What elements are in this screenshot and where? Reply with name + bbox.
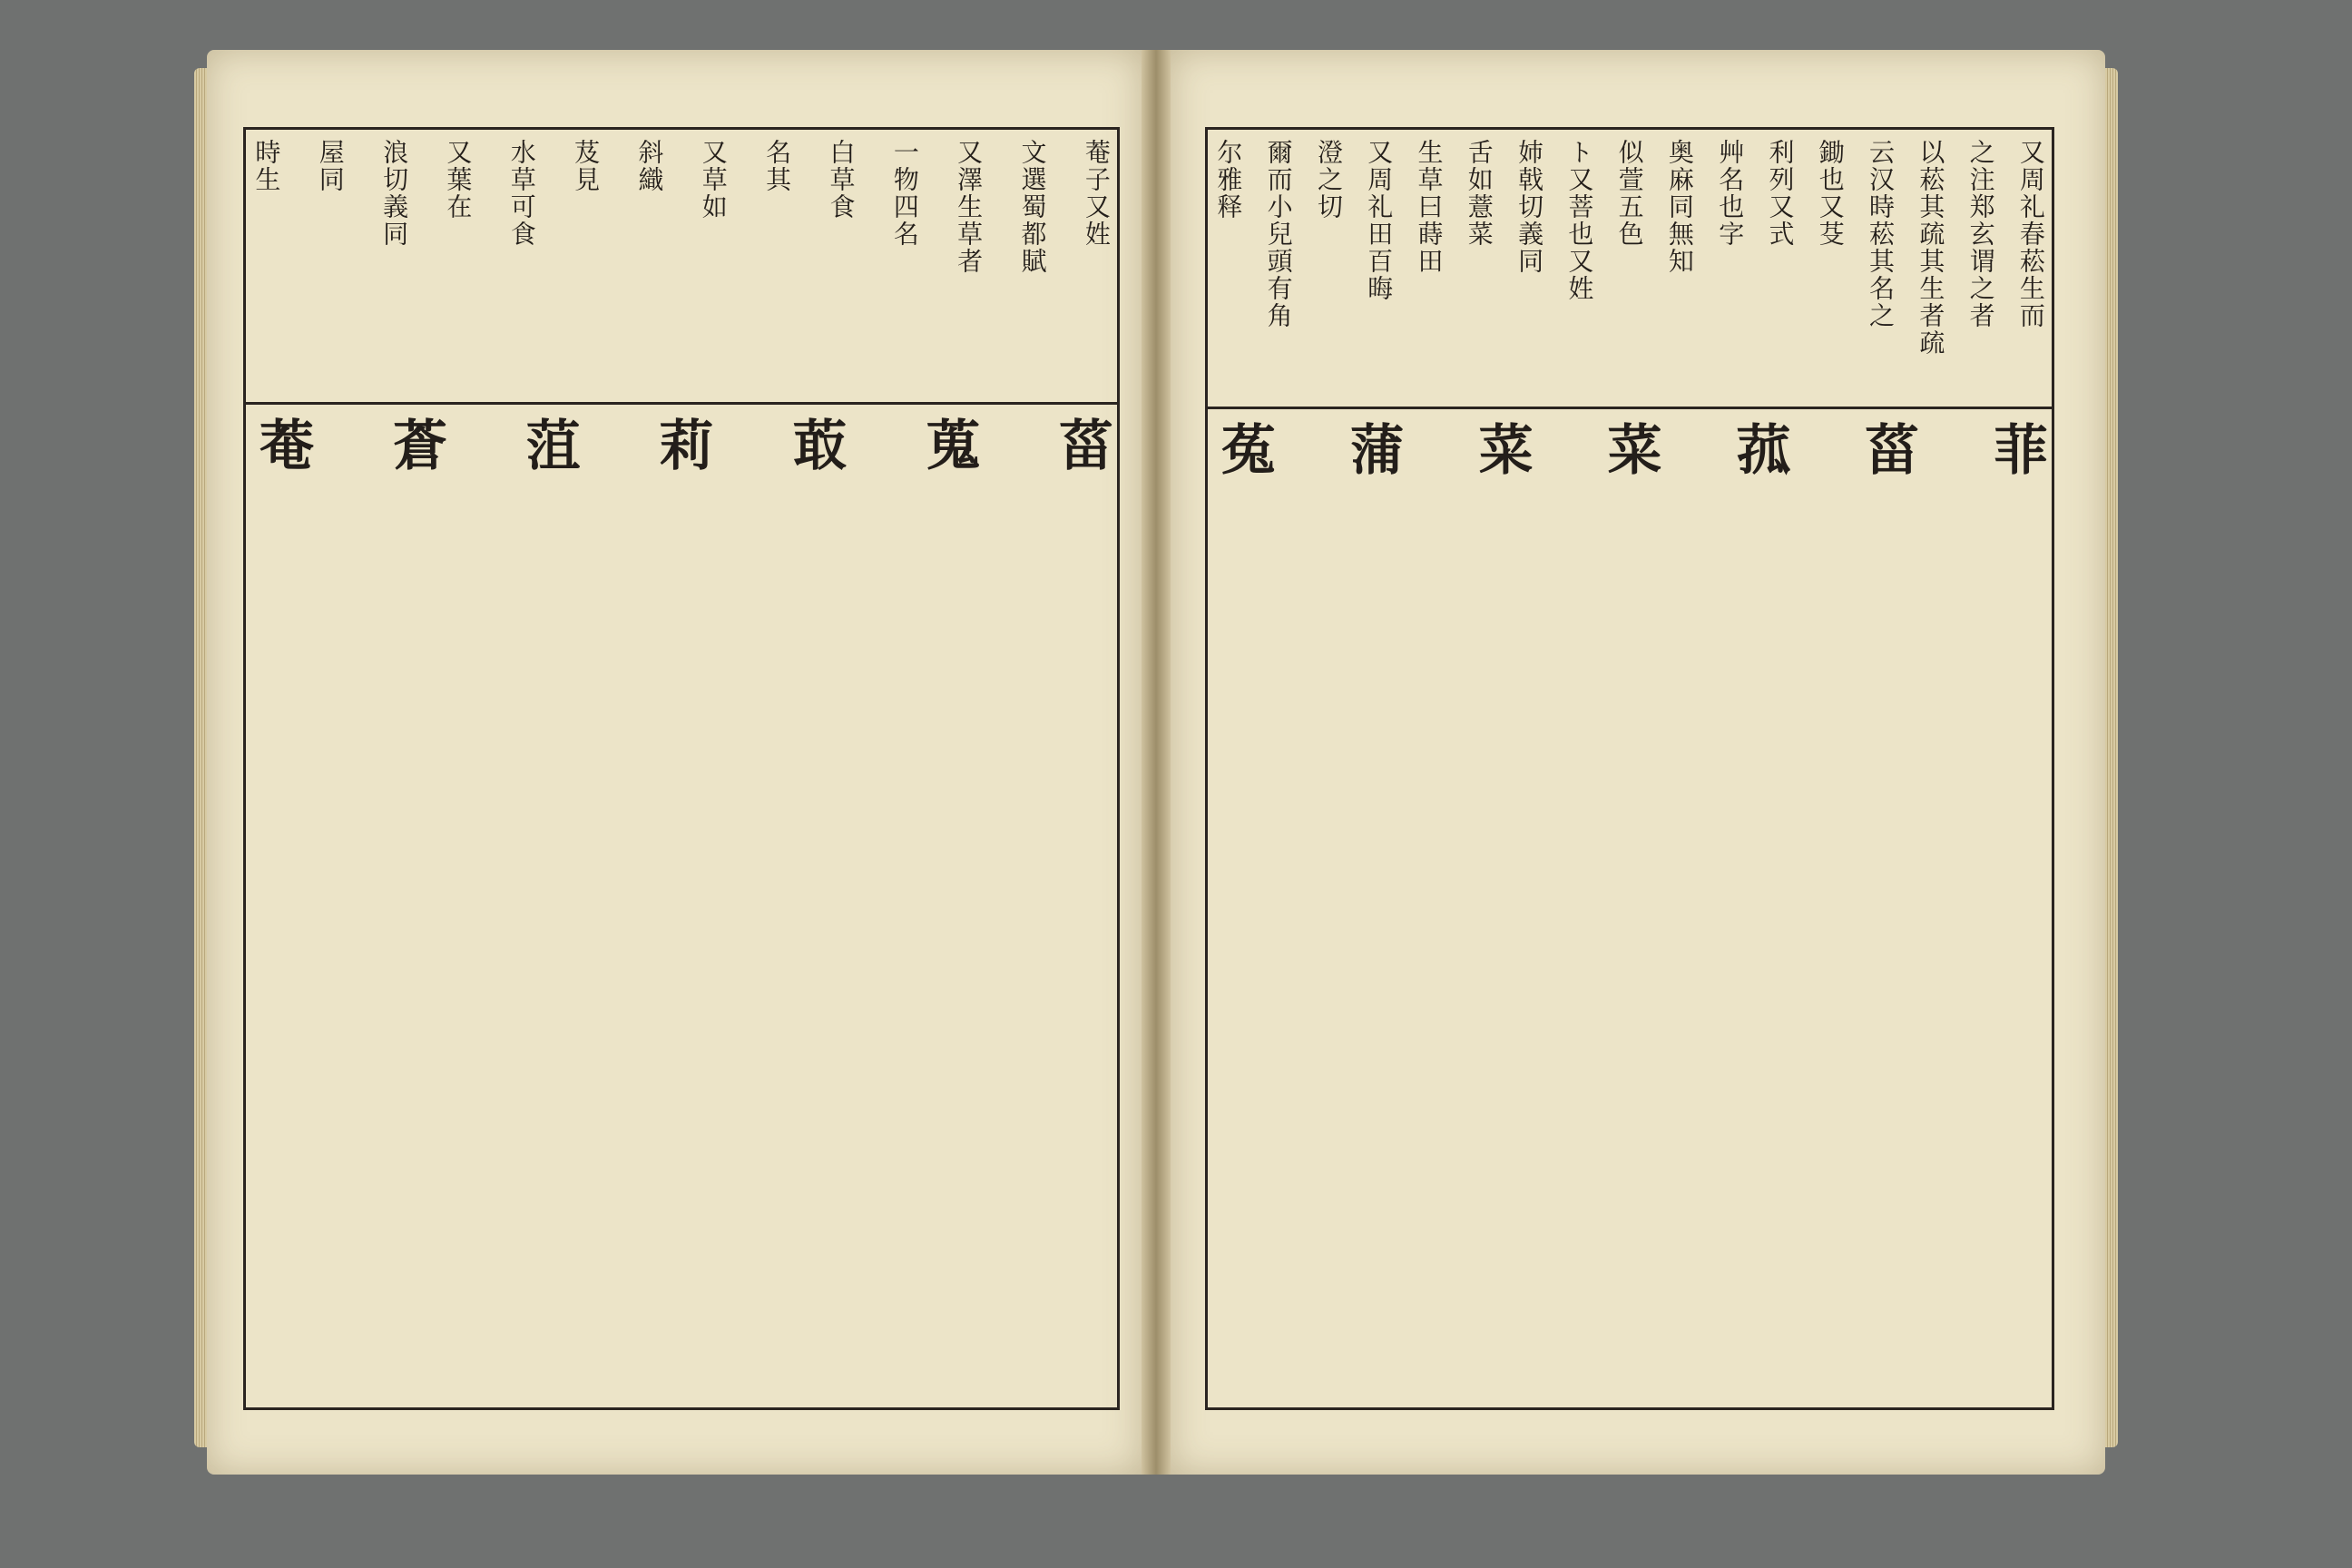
text-column: 水草可食 xyxy=(506,139,537,248)
text-column: 浪切義同 xyxy=(379,139,410,248)
headword: 蒼 xyxy=(383,416,447,473)
text-column: 又澤生草者 xyxy=(954,139,985,275)
headword: 蒐 xyxy=(916,416,981,473)
right-lower-text xyxy=(1208,412,2052,1407)
text-column: 一物四名 xyxy=(889,139,920,248)
left-page xyxy=(207,50,1142,1475)
right-divider xyxy=(1208,407,2052,409)
book-gutter xyxy=(1142,50,1171,1475)
right-page-frame xyxy=(1205,127,2054,1410)
text-column: 屋同 xyxy=(315,139,346,193)
text-column: 以菘其疏其生者疏 xyxy=(1916,139,1946,357)
text-column: 爾而小兒頭有角 xyxy=(1263,139,1294,329)
text-column: 又周礼田百晦 xyxy=(1364,139,1395,302)
text-column: 白草食 xyxy=(826,139,857,220)
text-column: 尔雅释 xyxy=(1213,139,1244,220)
headword: 蒲 xyxy=(1340,421,1405,477)
headword: 菜 xyxy=(1598,421,1662,477)
text-column: 斜織 xyxy=(634,139,665,193)
open-book xyxy=(207,50,2105,1475)
text-column: 時生 xyxy=(251,139,282,193)
text-column: 生草曰蒔田 xyxy=(1414,139,1445,275)
headword: 菆 xyxy=(783,416,848,473)
headword: 菹 xyxy=(516,416,581,473)
text-column: 名其 xyxy=(762,139,793,193)
text-column: 又葉在 xyxy=(443,139,474,220)
headword: 菲 xyxy=(1984,421,2048,477)
headword: 菴 xyxy=(250,416,314,473)
text-column: 利列又式 xyxy=(1765,139,1796,248)
headword: 菰 xyxy=(1727,421,1791,477)
left-lower-text xyxy=(246,407,1117,1407)
headword: 菑 xyxy=(1049,416,1113,473)
text-column: 艸名也字 xyxy=(1715,139,1746,248)
headword: 菜 xyxy=(1469,421,1534,477)
left-divider xyxy=(246,402,1117,405)
text-column: 菴子又姓 xyxy=(1081,139,1112,248)
text-column: 之注郑玄谓之者 xyxy=(1965,139,1996,329)
text-column: ト又菩也又姓 xyxy=(1564,139,1595,302)
headword: 菟 xyxy=(1212,421,1276,477)
text-column: 文選蜀都賦 xyxy=(1017,139,1048,275)
left-upper-text xyxy=(246,130,1117,402)
text-column: 姉戟切義同 xyxy=(1514,139,1545,275)
headword: 莉 xyxy=(650,416,714,473)
text-column: 又周礼春菘生而 xyxy=(2015,139,2046,329)
right-page xyxy=(1171,50,2105,1475)
text-column: 澄之切 xyxy=(1313,139,1344,220)
text-column: 舌如薏菜 xyxy=(1464,139,1494,248)
text-column: 又草如 xyxy=(698,139,729,220)
left-page-frame xyxy=(243,127,1120,1410)
right-upper-text xyxy=(1208,130,2052,407)
text-column: 奥麻同無知 xyxy=(1664,139,1695,275)
headword: 菑 xyxy=(1856,421,1920,477)
text-column: 似萱五色 xyxy=(1614,139,1645,248)
text-column: 芨見 xyxy=(571,139,602,193)
text-column: 鋤也又芟 xyxy=(1815,139,1846,248)
text-column: 云汉時菘其名之 xyxy=(1866,139,1896,329)
